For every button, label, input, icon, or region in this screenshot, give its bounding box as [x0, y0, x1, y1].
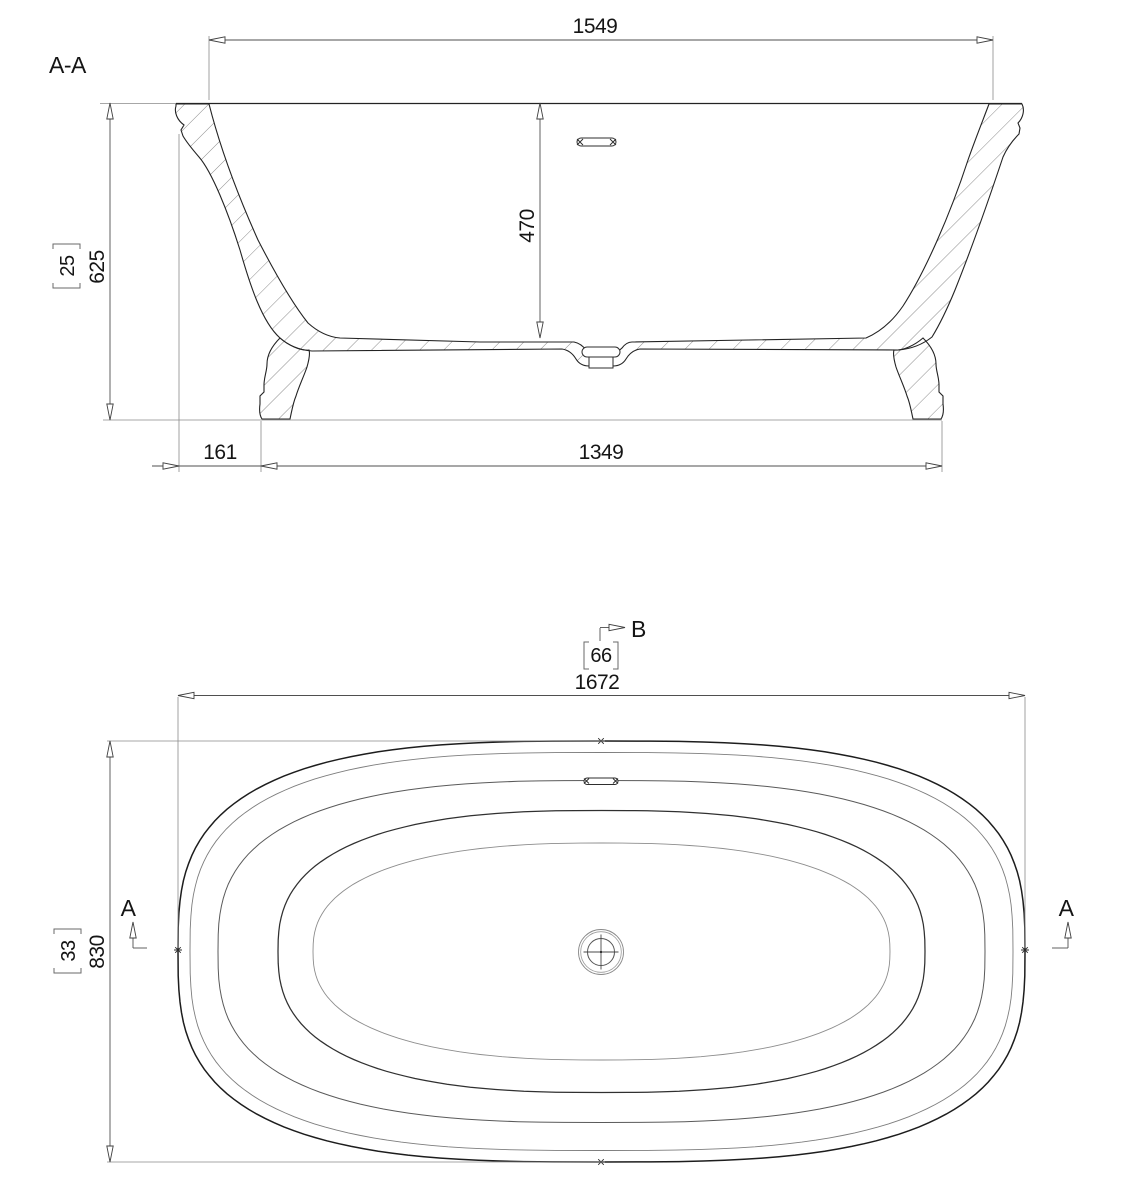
dim-33-ref: 33: [58, 940, 80, 962]
section-marker-a-right: [1052, 895, 1075, 948]
dim-33-ref-group: [54, 929, 81, 973]
dim-625: 625: [86, 250, 109, 284]
detail-marker-b: [600, 616, 646, 642]
section-a-right-label: A: [1058, 895, 1074, 921]
drain-tailpiece-section: [589, 357, 613, 368]
dim-830: 830: [86, 935, 109, 969]
dim-161: 161: [203, 441, 237, 464]
plan-view: [54, 616, 1075, 1165]
section-view-label: A-A: [49, 52, 86, 78]
dim-66-ref: 66: [590, 645, 612, 667]
tub-left-foot: [260, 338, 310, 419]
dim-25-ref-group: [53, 244, 80, 288]
dim-25-ref: 25: [57, 255, 79, 277]
a-left-arrow: [130, 922, 136, 938]
dim-1549: 1549: [572, 15, 618, 38]
dim-470: 470: [516, 209, 539, 243]
dim-1349: 1349: [578, 441, 624, 464]
section-view: [49, 15, 1023, 472]
section-a-left-label: A: [120, 895, 136, 921]
a-right-arrow: [1065, 922, 1071, 938]
dim-66-ref-group: [584, 642, 618, 669]
tub-right-foot: [894, 338, 944, 419]
b-arrow: [609, 624, 625, 630]
section-marker-a-left: [121, 895, 147, 948]
detail-b-label: B: [631, 616, 646, 642]
dim-1672: 1672: [574, 671, 620, 694]
drain-plan: [579, 930, 624, 975]
drain-flange-section: [582, 347, 620, 357]
